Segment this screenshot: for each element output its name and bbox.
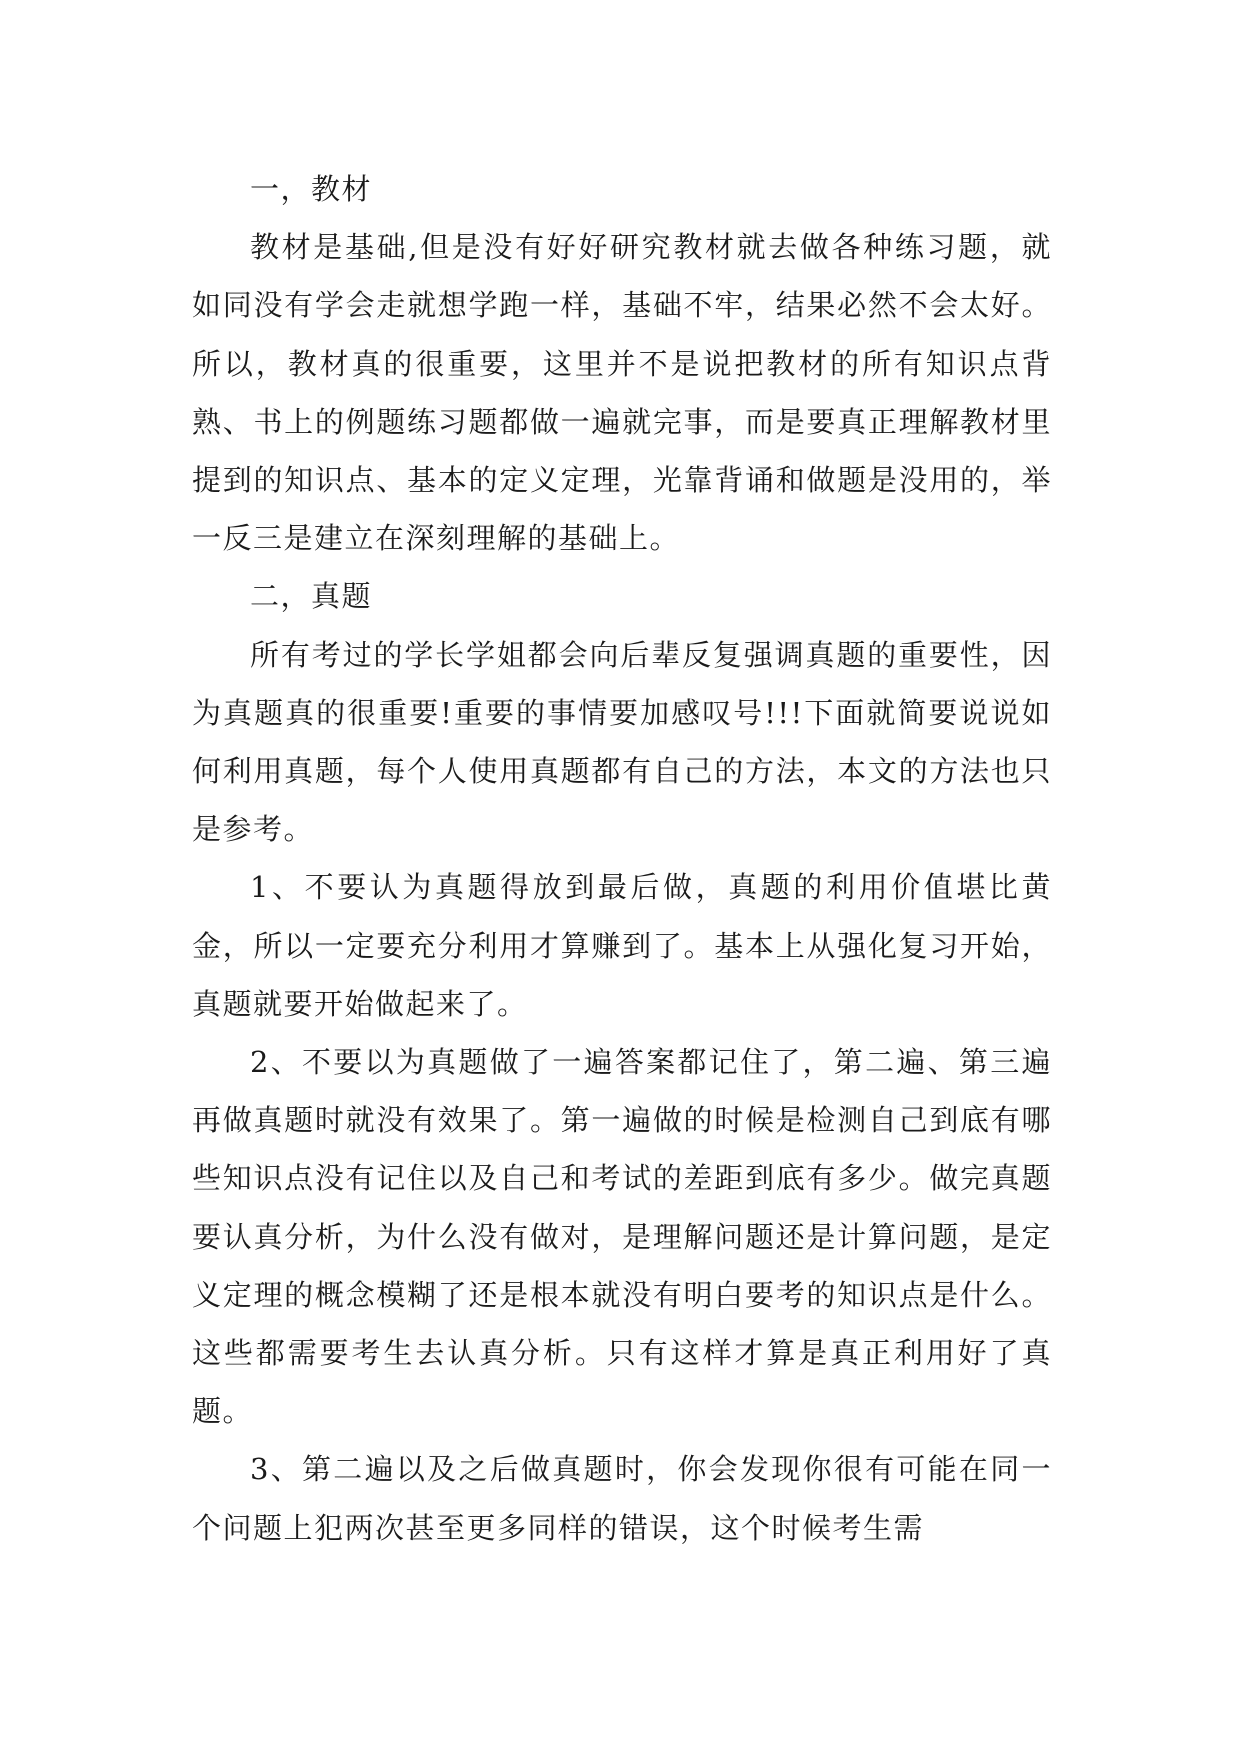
paragraph-point-2: 2、不要以为真题做了一遍答案都记住了，第二遍、第三遍再做真题时就没有效果了。第一遍做的时候是检测自己到底有哪些知识点没有记住以及自己和考试的差距到底有多少。做完真题要认真分析，为什么没有做对，是理解问题还是计算问题，是定义定理的概念模糊了还是根本就没有明白要考的知识点是什么。这些都需要考生去认真分析。只有这样才算是真正利用好了真题。	[192, 1045, 1052, 1429]
paragraph-textbook: 教材是基础,但是没有好好研究教材就去做各种练习题，就如同没有学会走就想学跑一样，基础不牢，结果必然不会太好。所以，教材真的很重要，这里并不是说把教材的所有知识点背熟、书上的例题练习题都做一遍就完事，而是要真正理解教材里提到的知识点、基本的定义定理，光靠背诵和做题是没用的，举一反三是建立在深刻理解的基础上。	[192, 230, 1052, 556]
section-heading-past-exams: 二，真题	[250, 579, 373, 614]
paragraph-point-1: 1、不要认为真题得放到最后做，真题的利用价值堪比黄金，所以一定要充分利用才算赚到了。基本上从强化复习开始，真题就要开始做起来了。	[192, 870, 1052, 1021]
section-heading-textbook: 一，教材	[250, 172, 373, 206]
paragraph-past-exams-intro: 所有考过的学长学姐都会向后辈反复强调真题的重要性，因为真题真的很重要!重要的事情要加感叹号!!!下面就简要说说如何利用真题，每个人使用真题都有自己的方法，本文的方法也只是参考。	[192, 637, 1052, 847]
document-body	[192, 160, 1052, 1557]
paragraph-point-3: 3、第二遍以及之后做真题时，你会发现你很有可能在同一个问题上犯两次甚至更多同样的错误，这个时候考生需	[192, 1452, 1052, 1545]
